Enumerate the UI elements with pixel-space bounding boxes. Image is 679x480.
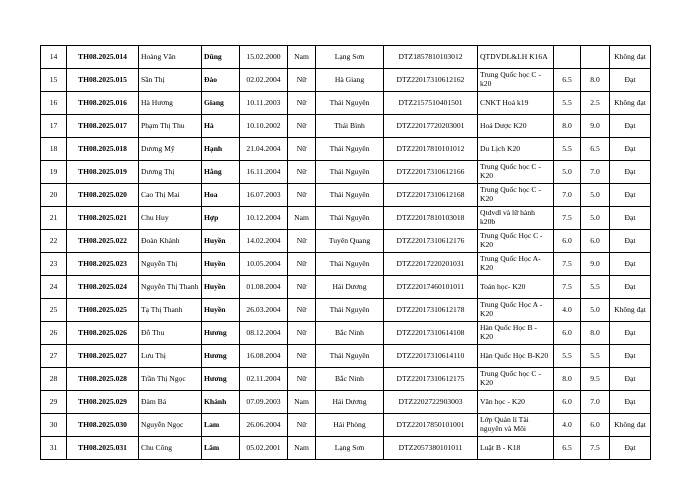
result-cell: Đạt [610, 437, 651, 460]
hometown-cell: Thái Bình [316, 115, 384, 138]
score-1-cell: 7.5 [554, 276, 581, 299]
surname-cell: Nguyễn Ngọc [139, 414, 202, 437]
table-row [41, 92, 651, 115]
given-name-cell: Đào [202, 69, 240, 92]
gender-cell: Nữ [288, 276, 316, 299]
table-row [41, 69, 651, 92]
given-name-cell: Huyền [202, 253, 240, 276]
gender-cell: Nam [288, 437, 316, 460]
score-2-cell: 5.0 [581, 299, 610, 322]
gender-cell: Nữ [288, 115, 316, 138]
student-code-cell: DTZ22017310612162 [384, 69, 478, 92]
class-name-cell: Du Lịch K20 [478, 138, 554, 161]
result-cell: Đạt [610, 276, 651, 299]
score-1-cell: 5.0 [554, 161, 581, 184]
student-code-cell: DTZ22017720203001 [384, 115, 478, 138]
birth-date-cell: 26.03.2004 [240, 299, 288, 322]
given-name-cell: Hợp [202, 207, 240, 230]
student-code-cell: DTZ22017310612176 [384, 230, 478, 253]
surname-cell: Chu Huy [139, 207, 202, 230]
score-1-cell: 6.0 [554, 230, 581, 253]
table-row [41, 230, 651, 253]
row-number-cell: 21 [41, 207, 67, 230]
given-name-cell: Hạnh [202, 138, 240, 161]
table-row [41, 276, 651, 299]
gender-cell: Nữ [288, 299, 316, 322]
birth-date-cell: 05.02.2001 [240, 437, 288, 460]
row-number-cell: 15 [41, 69, 67, 92]
birth-date-cell: 14.02.2004 [240, 230, 288, 253]
given-name-cell: Giang [202, 92, 240, 115]
class-name-cell: Trung Quốc Học A- K20 [478, 253, 554, 276]
birth-date-cell: 10.10.2002 [240, 115, 288, 138]
class-name-cell: Trung Quốc học C - K20 [478, 368, 554, 391]
row-number-cell: 26 [41, 322, 67, 345]
score-1-cell: 7.5 [554, 207, 581, 230]
score-2-cell: 6.0 [581, 414, 610, 437]
score-2-cell: 5.5 [581, 345, 610, 368]
student-code-cell: DTZ2157510401501 [384, 92, 478, 115]
candidate-id-cell: TH08.2025.027 [67, 345, 139, 368]
birth-date-cell: 21.04.2004 [240, 138, 288, 161]
row-number-cell: 23 [41, 253, 67, 276]
score-2-cell: 6.0 [581, 230, 610, 253]
row-number-cell: 27 [41, 345, 67, 368]
class-name-cell: Qtdvdl và lữ hành k20b [478, 207, 554, 230]
gender-cell: Nữ [288, 322, 316, 345]
hometown-cell: Hải Dương [316, 391, 384, 414]
candidate-id-cell: TH08.2025.021 [67, 207, 139, 230]
results-table [40, 45, 651, 460]
surname-cell: Chu Công [139, 437, 202, 460]
given-name-cell: Hương [202, 368, 240, 391]
row-number-cell: 29 [41, 391, 67, 414]
class-name-cell: Trung Quốc Học C - K20 [478, 230, 554, 253]
hometown-cell: Thái Nguyên [316, 92, 384, 115]
student-code-cell: DTZ2057380101011 [384, 437, 478, 460]
hometown-cell: Thái Nguyên [316, 184, 384, 207]
student-code-cell: DTZ22017310612178 [384, 299, 478, 322]
given-name-cell: Huyền [202, 230, 240, 253]
row-number-cell: 22 [41, 230, 67, 253]
hometown-cell: Hải Dương [316, 276, 384, 299]
score-2-cell: 9.0 [581, 115, 610, 138]
candidate-id-cell: TH08.2025.025 [67, 299, 139, 322]
table-row [41, 391, 651, 414]
birth-date-cell: 26.06.2004 [240, 414, 288, 437]
score-1-cell: 4.0 [554, 414, 581, 437]
score-2-cell: 6.5 [581, 138, 610, 161]
student-code-cell: DTZ2202722903003 [384, 391, 478, 414]
student-code-cell: DTZ22017310612175 [384, 368, 478, 391]
student-code-cell: DTZ22017310612168 [384, 184, 478, 207]
result-cell: Đạt [610, 322, 651, 345]
hometown-cell: Thái Nguyên [316, 253, 384, 276]
table-row [41, 437, 651, 460]
candidate-id-cell: TH08.2025.019 [67, 161, 139, 184]
score-1-cell: 6.0 [554, 322, 581, 345]
row-number-cell: 20 [41, 184, 67, 207]
score-2-cell: 8.0 [581, 322, 610, 345]
row-number-cell: 30 [41, 414, 67, 437]
class-name-cell: Trung Quốc học C - k20 [478, 69, 554, 92]
student-code-cell: DTZ22017310614110 [384, 345, 478, 368]
class-name-cell: Hoá Dược K20 [478, 115, 554, 138]
hometown-cell: Thái Nguyên [316, 299, 384, 322]
given-name-cell: Huyền [202, 299, 240, 322]
candidate-id-cell: TH08.2025.030 [67, 414, 139, 437]
result-cell: Không đạt [610, 92, 651, 115]
score-2-cell: 9.5 [581, 368, 610, 391]
class-name-cell: Trung Quốc học C - K20 [478, 184, 554, 207]
candidate-id-cell: TH08.2025.016 [67, 92, 139, 115]
score-2-cell: 5.5 [581, 276, 610, 299]
hometown-cell: Hải Phòng [316, 414, 384, 437]
given-name-cell: Huyền [202, 276, 240, 299]
surname-cell: Sần Thị [139, 69, 202, 92]
row-number-cell: 28 [41, 368, 67, 391]
birth-date-cell: 15.02.2000 [240, 46, 288, 69]
result-cell: Đạt [610, 391, 651, 414]
gender-cell: Nữ [288, 138, 316, 161]
table-row [41, 322, 651, 345]
surname-cell: Dương Thị [139, 161, 202, 184]
table-row [41, 115, 651, 138]
score-2-cell: 5.0 [581, 184, 610, 207]
birth-date-cell: 08.12.2004 [240, 322, 288, 345]
given-name-cell: Hà [202, 115, 240, 138]
hometown-cell: Thái Nguyên [316, 207, 384, 230]
score-1-cell: 8.0 [554, 115, 581, 138]
hometown-cell: Tuyên Quang [316, 230, 384, 253]
birth-date-cell: 10.11.2003 [240, 92, 288, 115]
student-code-cell: DTZ22017310614108 [384, 322, 478, 345]
student-code-cell: DTZ22017220201031 [384, 253, 478, 276]
result-cell: Đạt [610, 69, 651, 92]
score-1-cell: 7.0 [554, 184, 581, 207]
birth-date-cell: 02.02.2004 [240, 69, 288, 92]
class-name-cell: Luật B - K18 [478, 437, 554, 460]
surname-cell: Phạm Thị Thu [139, 115, 202, 138]
result-cell: Không đạt [610, 414, 651, 437]
class-name-cell: Văn học - K20 [478, 391, 554, 414]
score-1-cell: 5.5 [554, 92, 581, 115]
candidate-id-cell: TH08.2025.015 [67, 69, 139, 92]
score-2-cell: 7.0 [581, 391, 610, 414]
class-name-cell: Hàn Quốc Học B - K20 [478, 322, 554, 345]
birth-date-cell: 01.08.2004 [240, 276, 288, 299]
student-code-cell: DTZ22017810103018 [384, 207, 478, 230]
class-name-cell: QTDVDL&LH K16A [478, 46, 554, 69]
result-cell: Đạt [610, 253, 651, 276]
class-name-cell: Lớp Quản lí Tài nguyên và Môi [478, 414, 554, 437]
score-1-cell: 7.5 [554, 253, 581, 276]
birth-date-cell: 16.08.2004 [240, 345, 288, 368]
row-number-cell: 25 [41, 299, 67, 322]
surname-cell: Hà Hương [139, 92, 202, 115]
birth-date-cell: 02.11.2004 [240, 368, 288, 391]
birth-date-cell: 16.07.2003 [240, 184, 288, 207]
candidate-id-cell: TH08.2025.028 [67, 368, 139, 391]
result-cell: Đạt [610, 115, 651, 138]
given-name-cell: Khánh [202, 391, 240, 414]
given-name-cell: Lam [202, 414, 240, 437]
score-1-cell [554, 46, 581, 69]
candidate-id-cell: TH08.2025.014 [67, 46, 139, 69]
gender-cell: Nữ [288, 92, 316, 115]
surname-cell: Hoàng Văn [139, 46, 202, 69]
gender-cell: Nam [288, 46, 316, 69]
row-number-cell: 18 [41, 138, 67, 161]
row-number-cell: 24 [41, 276, 67, 299]
result-cell: Đạt [610, 345, 651, 368]
hometown-cell: Lạng Sơn [316, 437, 384, 460]
student-code-cell: DTZ22017850101001 [384, 414, 478, 437]
surname-cell: Lưu Thị [139, 345, 202, 368]
result-cell: Đạt [610, 161, 651, 184]
score-2-cell [581, 46, 610, 69]
table-row [41, 184, 651, 207]
result-cell: Không đạt [610, 46, 651, 69]
surname-cell: Cao Thị Mai [139, 184, 202, 207]
score-2-cell: 9.0 [581, 253, 610, 276]
student-code-cell: DTZ22017460101011 [384, 276, 478, 299]
score-2-cell: 8.0 [581, 69, 610, 92]
birth-date-cell: 07.09.2003 [240, 391, 288, 414]
row-number-cell: 14 [41, 46, 67, 69]
hometown-cell: Thái Nguyên [316, 161, 384, 184]
hometown-cell: Thái Nguyên [316, 138, 384, 161]
score-2-cell: 7.5 [581, 437, 610, 460]
table-row [41, 207, 651, 230]
given-name-cell: Hương [202, 345, 240, 368]
student-code-cell: DTZ22017310612166 [384, 161, 478, 184]
result-cell: Đạt [610, 138, 651, 161]
hometown-cell: Lạng Sơn [316, 46, 384, 69]
gender-cell: Nữ [288, 253, 316, 276]
candidate-id-cell: TH08.2025.022 [67, 230, 139, 253]
surname-cell: Đỗ Thu [139, 322, 202, 345]
gender-cell: Nữ [288, 230, 316, 253]
table-row [41, 368, 651, 391]
score-2-cell: 7.0 [581, 161, 610, 184]
surname-cell: Đoàn Khánh [139, 230, 202, 253]
hometown-cell: Thái Nguyên [316, 345, 384, 368]
candidate-id-cell: TH08.2025.018 [67, 138, 139, 161]
result-cell: Không đạt [610, 299, 651, 322]
table-row [41, 46, 651, 69]
score-1-cell: 4.0 [554, 299, 581, 322]
surname-cell: Dương Mỹ [139, 138, 202, 161]
birth-date-cell: 10.12.2004 [240, 207, 288, 230]
birth-date-cell: 16.11.2004 [240, 161, 288, 184]
row-number-cell: 17 [41, 115, 67, 138]
surname-cell: Tạ Thị Thanh [139, 299, 202, 322]
row-number-cell: 31 [41, 437, 67, 460]
hometown-cell: Hà Giang [316, 69, 384, 92]
score-1-cell: 8.0 [554, 368, 581, 391]
score-1-cell: 6.5 [554, 69, 581, 92]
row-number-cell: 19 [41, 161, 67, 184]
surname-cell: Nguyễn Thị [139, 253, 202, 276]
surname-cell: Đàm Bá [139, 391, 202, 414]
table-row [41, 253, 651, 276]
score-2-cell: 2.5 [581, 92, 610, 115]
result-cell: Đạt [610, 230, 651, 253]
score-1-cell: 6.5 [554, 437, 581, 460]
result-cell: Đạt [610, 184, 651, 207]
table-row [41, 414, 651, 437]
score-1-cell: 5.5 [554, 138, 581, 161]
score-1-cell: 6.0 [554, 391, 581, 414]
table-row [41, 138, 651, 161]
candidate-id-cell: TH08.2025.020 [67, 184, 139, 207]
given-name-cell: Hoa [202, 184, 240, 207]
candidate-id-cell: TH08.2025.017 [67, 115, 139, 138]
student-code-cell: DTZ1857810103012 [384, 46, 478, 69]
birth-date-cell: 10.05.2004 [240, 253, 288, 276]
score-1-cell: 5.5 [554, 345, 581, 368]
gender-cell: Nữ [288, 161, 316, 184]
candidate-id-cell: TH08.2025.026 [67, 322, 139, 345]
candidate-id-cell: TH08.2025.029 [67, 391, 139, 414]
gender-cell: Nam [288, 391, 316, 414]
given-name-cell: Lâm [202, 437, 240, 460]
class-name-cell: Toán học- K20 [478, 276, 554, 299]
class-name-cell: Trung Quốc học C - K20 [478, 161, 554, 184]
hometown-cell: Bắc Ninh [316, 322, 384, 345]
given-name-cell: Hương [202, 322, 240, 345]
given-name-cell: Dũng [202, 46, 240, 69]
given-name-cell: Hằng [202, 161, 240, 184]
row-number-cell: 16 [41, 92, 67, 115]
hometown-cell: Bắc Ninh [316, 368, 384, 391]
table-row [41, 345, 651, 368]
surname-cell: Trần Thị Ngọc [139, 368, 202, 391]
table-row [41, 299, 651, 322]
result-cell: Đạt [610, 368, 651, 391]
candidate-id-cell: TH08.2025.024 [67, 276, 139, 299]
surname-cell: Nguyễn Thị Thanh [139, 276, 202, 299]
score-2-cell: 5.0 [581, 207, 610, 230]
gender-cell: Nữ [288, 368, 316, 391]
class-name-cell: Trung Quốc Học A - K20 [478, 299, 554, 322]
candidate-id-cell: TH08.2025.031 [67, 437, 139, 460]
gender-cell: Nữ [288, 414, 316, 437]
candidate-id-cell: TH08.2025.023 [67, 253, 139, 276]
gender-cell: Nam [288, 207, 316, 230]
gender-cell: Nữ [288, 69, 316, 92]
gender-cell: Nữ [288, 345, 316, 368]
class-name-cell: Hàn Quốc Học B-K20 [478, 345, 554, 368]
class-name-cell: CNKT Hoá k19 [478, 92, 554, 115]
student-code-cell: DTZ22017810101012 [384, 138, 478, 161]
table-row [41, 161, 651, 184]
gender-cell: Nữ [288, 184, 316, 207]
result-cell: Đạt [610, 207, 651, 230]
